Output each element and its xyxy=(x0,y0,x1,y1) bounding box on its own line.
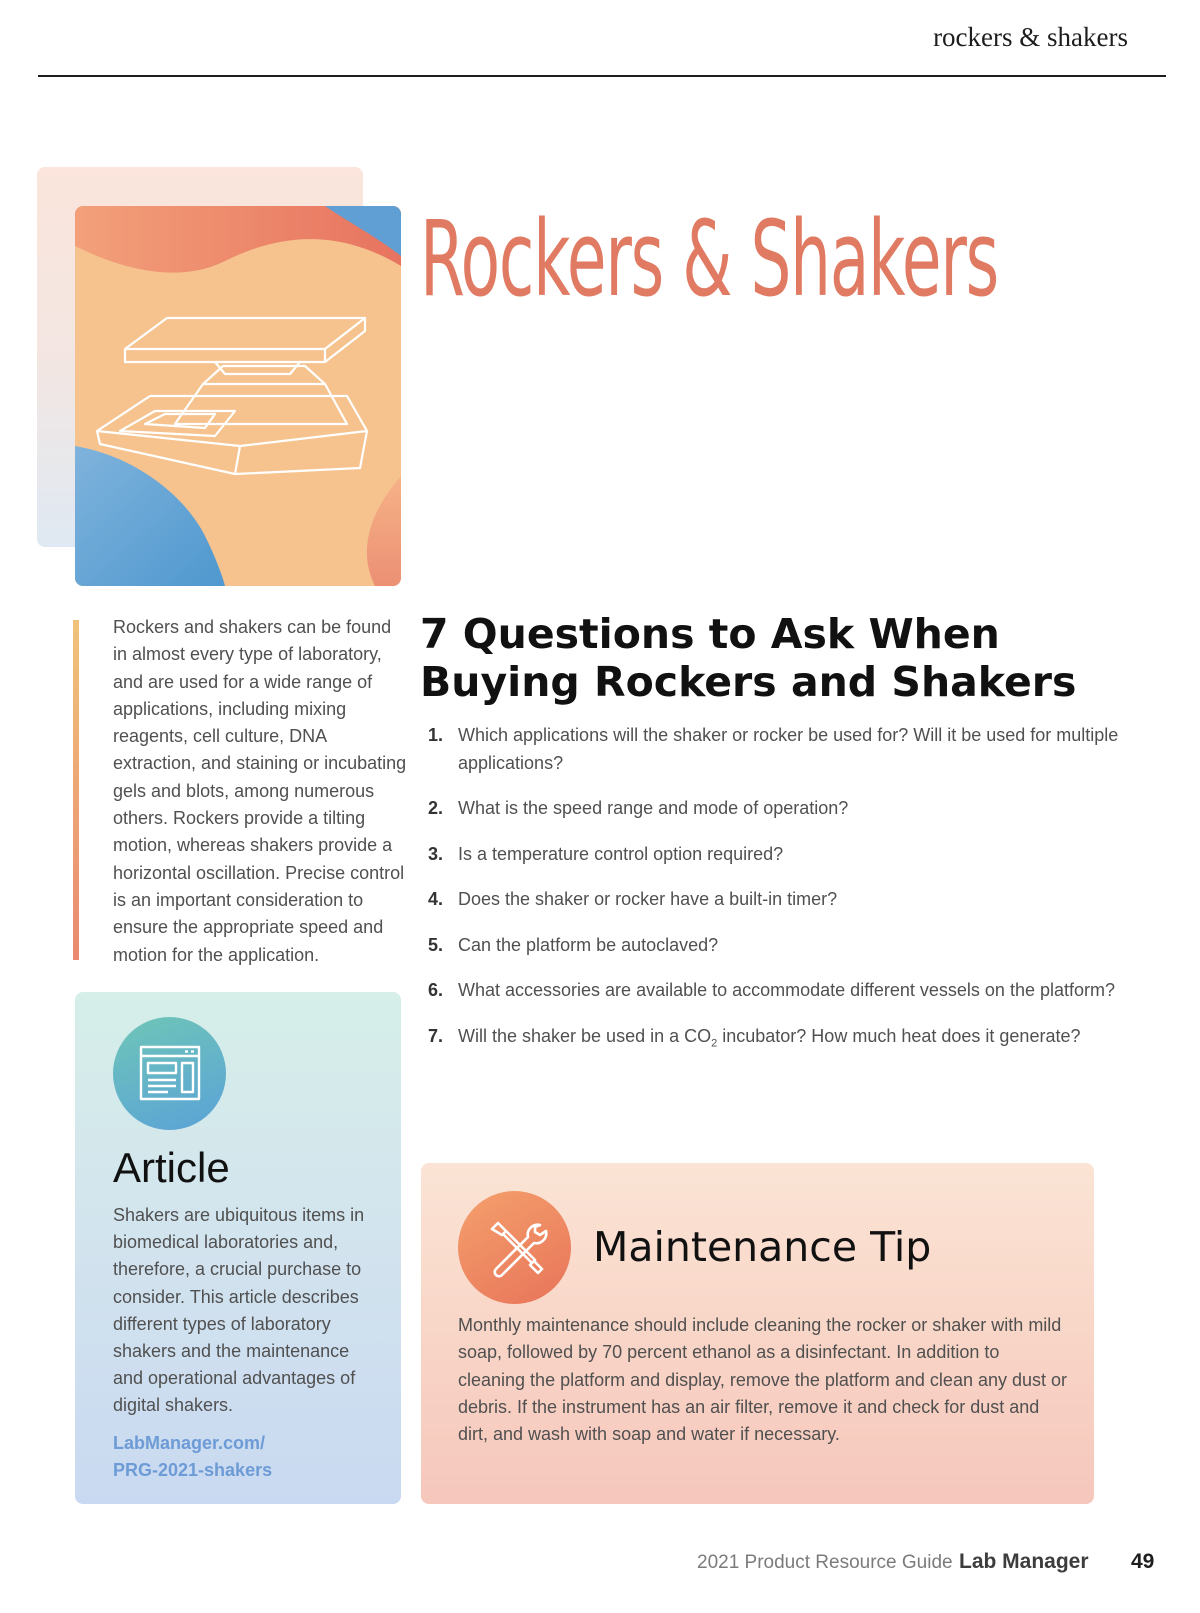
maintenance-tip-card xyxy=(421,1163,1094,1504)
intro-paragraph: Rockers and shakers can be found in almost every type of laboratory, and are used for a wide range of applications, including mixing reagents, cell culture, DNA extraction, and staining or incubating gels and blots, among numerous others. Rockers provide a tilting motion, whereas shakers provide a horizontal oscillation. Precise control is an important consideration to ensure the appropriate speed and motion for the application. xyxy=(113,617,407,965)
page-title: Rockers & Shakers xyxy=(420,198,998,320)
article-card xyxy=(75,992,401,1504)
question-text: Which applications will the shaker or rocker be used for? Will it be used for multiple applications? xyxy=(458,725,1119,773)
wrench-screwdriver-icon xyxy=(458,1191,571,1304)
question-number: 5. xyxy=(428,934,444,955)
question-number: 6. xyxy=(428,980,444,1000)
header-rule xyxy=(38,75,1166,77)
intro-accent-bar xyxy=(73,620,79,960)
question-item xyxy=(420,722,1120,777)
footer-brand: Lab Manager xyxy=(959,1550,1089,1573)
question-item xyxy=(420,977,1120,1005)
running-head: rockers & shakers xyxy=(933,22,1128,52)
question-item xyxy=(420,932,1120,960)
question-text xyxy=(458,1023,1120,1058)
maintenance-tip-body: Monthly maintenance should include cleaning the rocker or shaker with mild soap, followed by 70 percent ethanol as a disinfectant. In addition to cleaning the platform and display, remove the platform and clean any dust or debris. If the instrument has an air filter, remove it and check for dust and dirt, and wash with soap and water if necessary. xyxy=(458,1315,1068,1445)
question-text: Can the platform be autoclaved? xyxy=(458,934,719,955)
article-link[interactable] xyxy=(113,1430,375,1484)
footer-guide-title: 2021 Product Resource Guide xyxy=(697,1552,953,1573)
question-number: 4. xyxy=(428,889,444,909)
question-number: 3. xyxy=(428,843,444,864)
question-text: What accessories are available to accommodate different vessels on the platform? xyxy=(458,980,1115,1000)
maintenance-tip-title: Maintenance Tip xyxy=(593,1223,932,1271)
questions-heading: 7 Questions to Ask When Buying Rockers and Shakers xyxy=(420,610,1077,706)
page-number: 49 xyxy=(1131,1550,1155,1573)
question-number: 2. xyxy=(428,798,444,818)
article-link-line2[interactable]: PRG-2021-shakers xyxy=(113,1460,273,1480)
question-text: What is the speed range and mode of operation? xyxy=(458,798,849,818)
co2-subscript: 2 xyxy=(711,1037,718,1050)
article-body: Shakers are ubiquitous items in biomedical laboratories and, therefore, a crucial purchase to consider. This article describes different types of laboratory shakers and the maintenance and operational advantages of digital shakers. xyxy=(113,1205,365,1416)
question-number: 7. xyxy=(428,1025,444,1046)
question-item xyxy=(420,795,1120,823)
question-item xyxy=(420,1023,1120,1058)
article-title: Article xyxy=(113,1144,230,1191)
question-item xyxy=(420,841,1120,869)
question-text-end: incubator? How much heat does it generate? xyxy=(717,1025,1081,1046)
question-number: 1. xyxy=(428,725,444,745)
article-link-line1[interactable]: LabManager.com/ xyxy=(113,1433,266,1453)
shaker-illustration xyxy=(75,206,401,586)
question-item xyxy=(420,886,1120,914)
web-page-icon xyxy=(113,1017,226,1130)
question-text: Is a temperature control option required? xyxy=(458,843,784,864)
question-text: Does the shaker or rocker have a built-in timer? xyxy=(458,889,838,909)
questions-list xyxy=(420,722,1120,1076)
question-text-start: Will the shaker be used in a CO xyxy=(458,1025,712,1046)
hero-illustration xyxy=(75,206,401,586)
